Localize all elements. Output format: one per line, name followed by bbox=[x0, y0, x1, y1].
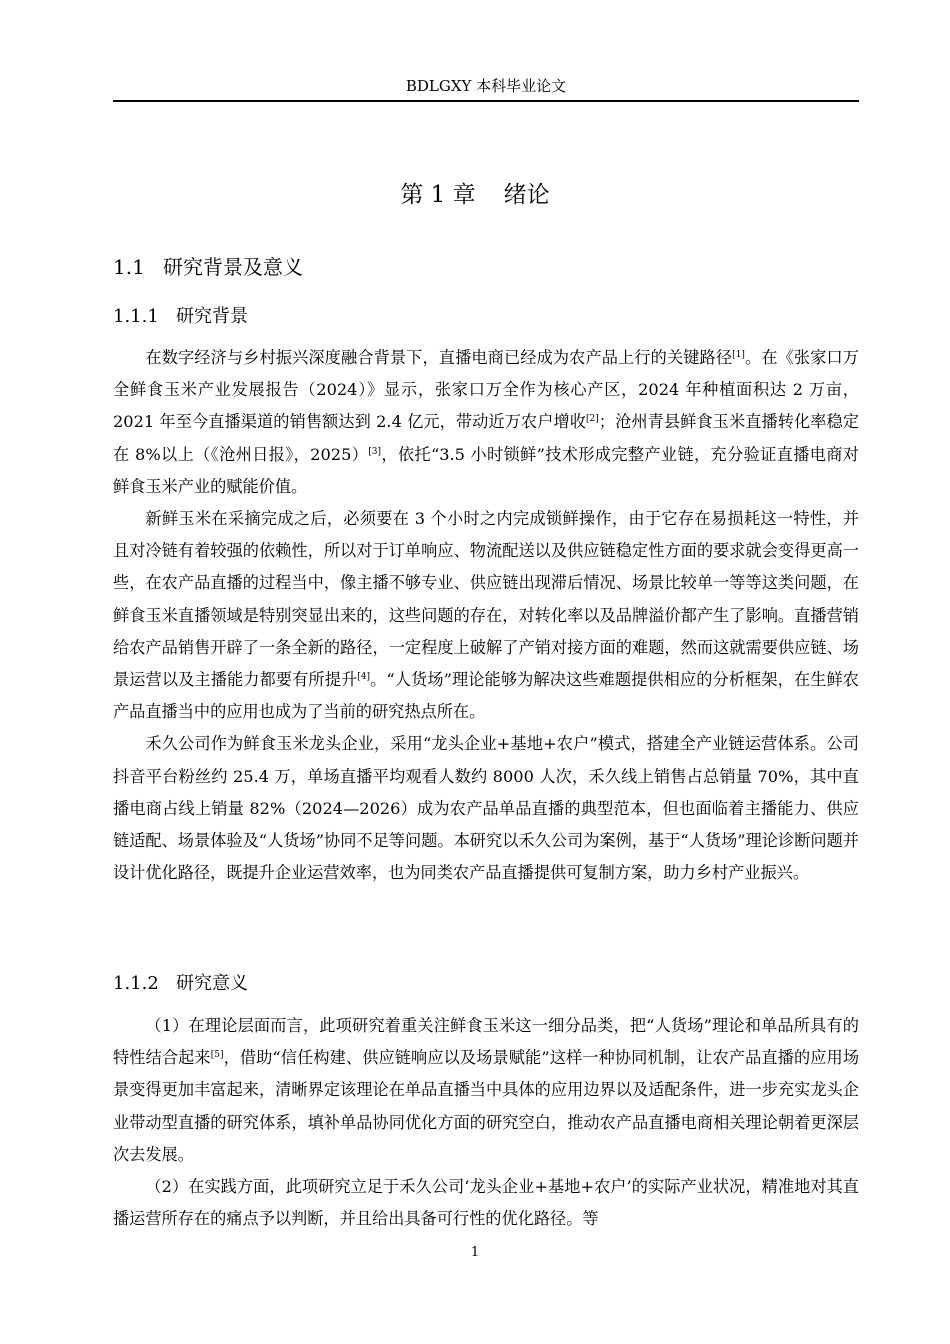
paragraph: 新鲜玉米在采摘完成之后，必须要在 3 个小时之内完成锁鲜操作，由于它存在易损耗这一特性，并且对冷链有着较强的依赖性，所以对于订单响应、物流配送以及供应链稳定性方面的要求就会变得更高一些，在农产品直播的过程当中，像主播不够专业、供应链出现滞后情况、场景比较单一等等这类问题，在鲜食玉米直播领域是特别突显出来的，这些问题的存在，对转化率以及品牌溢价都产生了影响。直播营销给农产品销售开辟了一条全新的路径，一定程度上破解了产销对接方面的难题，然而这就需要供应链、场景运营以及主播能力都要有所提升[4]。“人货场”理论能够为解决这些难题提供相应的分析框架，在生鲜农产品直播当中的应用也成为了当前的研究热点所在。 bbox=[113, 509, 859, 722]
chapter-title: 绪论 bbox=[503, 182, 550, 208]
citation-ref: [5] bbox=[210, 1050, 224, 1061]
body-block-1 bbox=[113, 342, 859, 889]
paragraph: 禾久公司作为鲜食玉米龙头企业，采用“龙头企业+基地+农户”模式，搭建全产业链运营体系。公司抖音平台粉丝约 25.4 万，单场直播平均观看人数约 8000 人次，禾久线上销售占总销量 70%，其中直播电商占线上销量 82%（2024—2026）成为农产品单品直播的典型范本，但也面临着主播能力、供应链适配、场景体验及“人货场”协同不足等问题。本研究以禾久公司为案例，基于“人货场”理论诊断问题并设计优化路径，既提升企业运营效率，也为同类农产品直播提供可复制方案，助力乡村产业振兴。 bbox=[113, 734, 859, 883]
running-header: BDLGXY 本科毕业论文 bbox=[405, 77, 567, 95]
page-number: 1 bbox=[470, 1245, 480, 1260]
subsection-title: 研究意义 bbox=[176, 973, 248, 994]
section-number: 1.1 bbox=[113, 255, 145, 279]
citation-ref: [4] bbox=[357, 672, 371, 683]
paragraph: 在数字经济与乡村振兴深度融合背景下，直播电商已经成为农产品上行的关键路径[1]。在《张家口万全鲜食玉米产业发展报告（2024）》显示，张家口万全作为核心产区，2024 年种植面积达 2 万亩，2021 年至今直播渠道的销售额达到 2.4 亿元，带动近万农户增收[2]；沧州青县鲜食玉米直播转化率稳定在 8%以上（《沧州日报》，2025）[3]，依托“3.5 小时锁鲜”技术形成完整产业链，充分验证直播电商对鲜食玉米产业的赋能价值。 bbox=[113, 348, 860, 496]
paragraph: （2）在实践方面，此项研究立足于禾久公司‘龙头企业+基地+农户’的实际产业状况，精准地对其直播运营所存在的痛点予以判断，并且给出具备可行性的优化路径。等 bbox=[113, 1177, 859, 1229]
chapter-heading bbox=[0, 180, 950, 210]
subsection-heading-1-1-1 bbox=[113, 304, 248, 330]
citation-ref: [3] bbox=[368, 446, 381, 457]
header-rule bbox=[113, 100, 859, 102]
citation-ref: [2] bbox=[586, 414, 599, 425]
subsection-number: 1.1.1 bbox=[113, 306, 159, 327]
citation-ref: [1] bbox=[732, 350, 745, 360]
section-title: 研究背景及意义 bbox=[163, 255, 303, 279]
body-block-2 bbox=[113, 1010, 859, 1235]
subsection-title: 研究背景 bbox=[176, 306, 248, 327]
chapter-number: 第 1 章 bbox=[400, 182, 476, 208]
subsection-number: 1.1.2 bbox=[113, 973, 159, 994]
subsection-heading-1-1-2 bbox=[113, 971, 248, 997]
section-heading-1-1 bbox=[113, 253, 303, 281]
paragraph: （1）在理论层面而言，此项研究着重关注鲜食玉米这一细分品类，把“人货场”理论和单品所具有的特性结合起来[5]，借助“信任构建、供应链响应以及场景赋能”这样一种协同机制，让农产品直播的应用场景变得更加丰富起来，清晰界定该理论在单品直播当中具体的应用边界以及适配条件，进一步充实龙头企业带动型直播的研究体系，填补单品协同优化方面的研究空白，推动农产品直播电商相关理论朝着更深层次去发展。 bbox=[113, 1016, 860, 1164]
